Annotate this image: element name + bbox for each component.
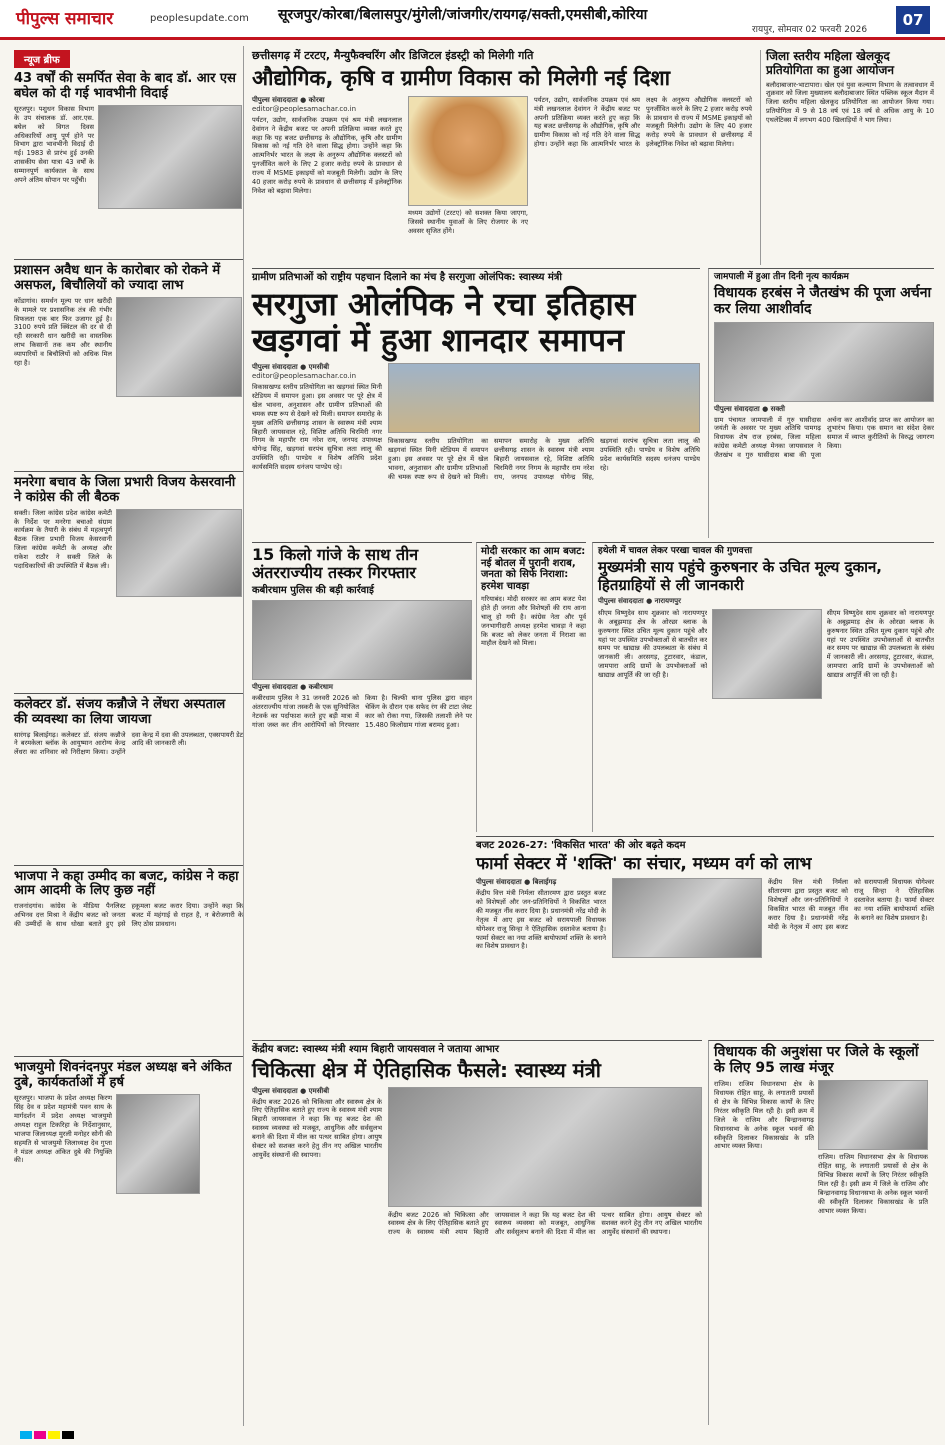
s6-photo [116, 1094, 200, 1194]
health-headline: चिकित्सा क्षेत्र में ऐतिहासिक फैसले: स्वास्थ्य मंत्री [252, 1057, 601, 1082]
s1-body: सूरजपुर। पशुधन विकास विभाग के उप संचालक डॉ. आर.एस. बघेल को विगत दिवस अधिकारियों आयु पूर्ण होने पर विभाग द्वारा भावभीनी विदाई दी गई। 1983 से प्रारंभ हुई उनकी शासकीय सेवा यात्रा 43 वर्षों के सम्मानपूर्ण कार्यकाल के साथ अपने अंतिम सोपान पर पहुँची। [14, 104, 94, 184]
newspaper-logo [16, 6, 113, 29]
sarguja-photo [388, 363, 700, 433]
ganja-subhead: कबीरधाम पुलिस की बड़ी कार्रवाई [252, 584, 374, 596]
health-photo [388, 1087, 702, 1207]
ganja-byline: पीपुल्स संवाददाता ● कबीरधाम [252, 683, 333, 692]
district-strip: सूरजपुर/कोरबा/बिलासपुर/मुंगेली/जांजगीर/रायगढ़/सक्ती,एमसीबी,कोरिया [278, 7, 648, 23]
site-url: peoplesupdate.com [150, 13, 249, 24]
ganja-story [252, 542, 472, 832]
ganja-body: कबीरधाम पुलिस ने 31 जनवरी 2026 को अंतरराज्यीय गांजा तस्करी के एक सुनियोजित नेटवर्क का पर्दाफाश करते हुए बड़ी मात्रा में गांजा जब्त कर तीन आरोपियों को गिरफ्तार किया है। चिल्फी थाना पुलिस द्वारा वाहन चेकिंग के दौरान एक सफेद रंग की टाटा जेस्ट कार को रोका गया, जिसकी तलाशी लेने पर 15.480 किलोग्राम गांजा बरामद हुआ। [252, 694, 472, 729]
ganja-headline: 15 किलो गांजे के साथ तीन अंतरराज्यीय तस्कर गिरफ्तार [252, 545, 419, 583]
pharma-story [476, 836, 934, 1036]
rice-headline: मुख्यमंत्री साय पहुंचे कुरुषनार के उचित मूल्य दुकान, हितग्राहियों से ली जानकारी [598, 558, 882, 594]
divider [14, 259, 243, 260]
women-sports-headline: जिला स्तरीय महिला खेलकूद प्रतियोगिता का हुआ आयोजन [766, 49, 895, 77]
s2-body: कोंडागांव। समर्थन मूल्य पर धान खरीदी के मामले पर प्रशासनिक तंत्र की गंभीर विफलता एक बार फिर उजागर हुई है। 3100 रुपये प्रति क्विंटल की दर से दी रही सरकारी धान खरीदी का वास्तविक लाभ किसानों तक कम और स्थानीय व्यापारियों व बिचौलियों को अधिक मिल रहा है। [14, 296, 112, 367]
rice-photo [712, 609, 821, 699]
registration-mark [48, 1431, 60, 1439]
health-body: केंद्रीय बजट 2026 को चिकित्सा और स्वास्थ्य क्षेत्र के लिए ऐतिहासिक बताते हुए राज्य के स्वास्थ्य मंत्री श्याम बिहारी जायसवाल ने कहा कि यह बजट देश की स्वास्थ्य व्यवस्था को मजबूत, आधुनिक और सर्वसुलभ बनाने की दिशा में मील का पत्थर साबित होगा। आयुष सेक्टर को सशक्त करने हेतु तीन नए अखिल भारतीय आयुर्वेद संस्थानों की स्थापना। [252, 1097, 382, 1159]
health-kicker: केंद्रीय बजट: स्वास्थ्य मंत्री श्याम बिहारी जायसवाल ने जताया आभार [252, 1044, 499, 1055]
logo-part-b: समाचार [65, 9, 114, 29]
registration-mark [20, 1431, 32, 1439]
left-column [14, 46, 244, 1426]
sarguja-headline-1: सरगुजा ओलंपिक ने रचा इतिहास [252, 284, 636, 323]
school-headline: विधायक की अनुशंसा पर जिले के स्कूलों के लिए 95 लाख मंजूर [714, 1044, 919, 1077]
top-headline: औद्योगिक, कृषि व ग्रामीण विकास को मिलेगी नई दिशा [252, 65, 671, 90]
logo-part-a: पीपुल्स [16, 9, 60, 29]
s2-photo [116, 297, 242, 397]
sarguja-body: विकासखण्ड स्तरीय प्रतियोगिता का खड़गवां स्थित मिनी स्टेडियम में समापन हुआ। इस अवसर पर पूरे क्षेत्र में खेल भावना, अनुशासन और ग्रामीण प्रतिभाओं की चमक स्पष्ट रूप से देखने को मिली। समापन समारोह के मुख्य अतिथि छत्तीसगढ़ शासन के स्वास्थ्य मंत्री श्याम बिहारी जायसवाल रहे, विशिष्ट अतिथि चिरमिरी नगर निगम के महापौर राम नरेश राय, जनपद उपाध्यक्ष योगेन्द्र सिंह, खड़गवां सरपंच सुचित्रा लता लालू की उपस्थिति रही। पाण्डेय व विशेष अतिथि प्रदेश कार्यसमिति सदस्य धनंजय पाण्डेय रहे। [252, 383, 382, 472]
divider [14, 693, 243, 694]
rice-byline: पीपुल्स संवाददाता ● नारायणपुर [598, 596, 681, 605]
health-byline: पीपुल्स संवाददाता ● एमसीबी [252, 1086, 330, 1095]
top-body-continued: पर्यटन, उद्योग, सार्वजनिक उपक्रम एवं श्रम मंत्री लखनलाल देवांगन ने केंद्रीय बजट पर अपनी प्रतिक्रिया व्यक्त करते हुए कहा कि यह बजट छत्तीसगढ़ के औद्योगिक, कृषि और ग्रामीण विकास को नई गति देने वाला सिद्ध होगा। उन्होंने कहा कि आत्मनिर्भर भारत के लक्ष्य के अनुरूप औद्योगिक क्लस्टरों को पुनर्जीवित करने के लिए 2 हजार करोड़ रुपये के प्रावधान से राज्य में MSME इकाइयों को मजबूती मिलेगी। उद्योग के लिए 40 हजार करोड़ रुपये के प्रावधान से छत्तीसगढ़ में इलेक्ट्रॉनिक निवेश को बढ़ावा मिलेगा। [534, 95, 752, 149]
school-body: राजिम। राजिम विधानसभा क्षेत्र के विधायक रोहित साहू, के लगातारी प्रयासों से क्षेत्र के विभिन्न विकास कार्यों के लिए निरंतर स्वीकृति मिल रही है। इसी क्रम में जिले के राजिम और बिन्द्रानवागढ़ विधानसभा के अनेक स्कूल भवनों की स्वीकृति दिलाकर विकासखंड के प्रति आभार व्यक्त किया। [714, 1080, 814, 1151]
minister-portrait [408, 96, 528, 206]
rice-body-continued: सीएम विष्णुदेव साय शुक्रवार को नारायणपुर के अबूझमाड़ क्षेत्र के ओरछा ब्लाक के कुरुषनार स्थित उचित मूल्य दुकान पहुंचे और यहां पर उपस्थित उपभोक्ताओं से बातचीत कर समय पर खाद्यान्न की उपलब्धता के संबंध में जानकारी ली। अरसगड़, टुटारवार, कंडाल, जामपारा आदि ग्रामों के उपभोक्ताओं को खाद्यान्न आपूर्ति की जा रही है। [826, 608, 935, 680]
s4-body: सारंगढ़ बिलाईगढ़। कलेक्टर डॉ. संजय कन्नौजे ने बरमकेला ब्लॉक के आयुष्मान आरोग्य केन्द्र लेंधरा का शनिवार को निरीक्षण किया। उन्होंने दवा केन्द्र में दवा की उपलब्धता, एक्सपायरी डेट आदि की जानकारी ली। [14, 730, 243, 757]
s1-headline: 43 वर्षों की समर्पित सेवा के बाद डॉ. आर एस बघेल को दी गई भावभीनी विदाई [14, 71, 236, 101]
pharma-byline: पीपुल्स संवाददाता ● बिलाईगढ़ [476, 878, 557, 887]
s6-body: सूरजपुर। भाजपा के प्रदेश अध्यक्ष किरण सिंह देव व प्रदेश महामंत्री पवन साय के मार्गदर्शन में प्रदेश अध्यक्ष भाजयुमो अध्यक्ष राहुल टिकरिहा के निर्देशानुसार, भाजपा जिलाध्यक्ष मुरली मनोहर सोनी की सहमति से भाजयुमो जिलाध्यक्ष देव गुप्ता ने मंडल अध्यक्ष अंकित दुबे की नियुक्ति की। [14, 1094, 112, 1165]
school-story [708, 1040, 934, 1425]
sarguja-kicker: ग्रामीण प्रतिभाओं को राष्ट्रीय पहचान दिलाने का मंच है सरगुजा ओलंपिक: स्वास्थ्य मंत्री [252, 272, 562, 283]
pharma-body-continued: केंद्रीय वित्त मंत्री निर्मला सीतारमण द्वारा प्रस्तुत बजट को विशेषज्ञों और जन-प्रतिनिधियों ने विकसित भारत की मजबूत नींव करार दिया है। प्रधानमंत्री नरेंद्र मोदी के नेतृत्व में आए इस बजट को सरायपाली विधायक योगेश्वर राजू सिन्हा ने ऐतिहासिक दस्तावेज बताया है। फार्मा सेक्टर का नया शक्ति बायोफार्मा शक्ति के बनाने का विशेष प्रावधान है। [768, 878, 934, 931]
harbans-photo [714, 322, 934, 402]
top-kicker: छत्तीसगढ़ में टरटए, मैन्युफैक्चरिंग और डिजिटल इंडस्ट्री को मिलेगी गति [252, 49, 534, 62]
top-story [252, 50, 752, 265]
sarguja-body-continued: विकासखण्ड स्तरीय प्रतियोगिता का खड़गवां स्थित मिनी स्टेडियम में समापन हुआ। इस अवसर पर पूरे क्षेत्र में खेल भावना, अनुशासन और ग्रामीण प्रतिभाओं की चमक स्पष्ट रूप से देखने को मिली। समापन समारोह के मुख्य अतिथि छत्तीसगढ़ शासन के स्वास्थ्य मंत्री श्याम बिहारी जायसवाल रहे, विशिष्ट अतिथि चिरमिरी नगर निगम के महापौर राम नरेश राय, जनपद उपाध्यक्ष योगेन्द्र सिंह, खड़गवां सरपंच सुचित्रा लता लालू की उपस्थिति रही। पाण्डेय व विशेष अतिथि प्रदेश कार्यसमिति सदस्य धनंजय पाण्डेय रहे। [388, 437, 700, 481]
harbans-byline: पीपुल्स संवाददाता ● सक्ती [714, 404, 785, 413]
s1-photo [98, 105, 242, 209]
school-body-continued: राजिम। राजिम विधानसभा क्षेत्र के विधायक रोहित साहू, के लगातारी प्रयासों से क्षेत्र के विभिन्न विकास कार्यों के लिए निरंतर स्वीकृति मिल रही है। इसी क्रम में जिले के राजिम और बिन्द्रानवागढ़ विधानसभा के अनेक स्कूल भवनों की स्वीकृति दिलाकर विकासखंड के प्रति आभार व्यक्त किया। [818, 1153, 928, 1215]
women-sports-story [760, 50, 934, 265]
budget-reaction-body: गरियाबंद। मोदी सरकार का आम बजट पेश होते ही जनता और विशेषज्ञों की राय आना चालू हो गयी है। कांग्रेस नेता और पूर्व जनभागीदारी अध्यक्ष हरमेश चावड़ा ने कहा कि बजट को लेकर जनता में निराशा का माहौल देखने को मिला। [481, 595, 586, 648]
top-body: पर्यटन, उद्योग, सार्वजनिक उपक्रम एवं श्रम मंत्री लखनलाल देवांगन ने केंद्रीय बजट पर अपनी प्रतिक्रिया व्यक्त करते हुए कहा कि यह बजट छत्तीसगढ़ के औद्योगिक, कृषि और ग्रामीण विकास को नई गति देने वाला सिद्ध होगा। उन्होंने कहा कि आत्मनिर्भर भारत के लक्ष्य के अनुरूप औद्योगिक क्लस्टरों को पुनर्जीवित करने के लिए 2 हजार करोड़ रुपये के प्रावधान से राज्य में MSME इकाइयों को मजबूती मिलेगी। उद्योग के लिए 40 हजार करोड़ रुपये के प्रावधान से छत्तीसगढ़ में इलेक्ट्रॉनिक निवेश को बढ़ावा मिलेगा। [252, 115, 402, 195]
rice-story [592, 542, 934, 832]
budget-reaction-headline: मोदी सरकार का आम बजट: नई बोतल में पुरानी शराब, जनता को सिर्फ निराशा: हरमेश चावड़ा [481, 546, 586, 592]
women-sports-body: बलौदाबाजार-भाटापारा। खेल एवं युवा कल्याण विभाग के तत्वावधान में शुक्रवार को जिला मुख्यालय बलौदाबाजार स्थित पब्लिक स्कूल मैदान में जिला स्तरीय महिला खेलकूद प्रतियोगिता का आयोजन किया गया। प्रतियोगिता में 9 से 18 वर्ष एवं 18 वर्ष से अधिक आयु के 10 एथलेटिक्स में लगभग 400 खिलाड़ियों ने भाग लिया। [766, 80, 934, 125]
registration-mark [34, 1431, 46, 1439]
ganja-photo [252, 600, 472, 680]
s3-headline: मनरेगा बचाव के जिला प्रभारी विजय केसरवानी ने कांग्रेस की ली बैठक [14, 474, 236, 505]
divider [14, 1056, 243, 1057]
divider [14, 865, 243, 866]
divider [14, 471, 243, 472]
s3-body: सक्ती। जिला कांग्रेस प्रदेश कांग्रेस कमेटी के निर्देश पर मनरेगा बचाओ संग्राम कार्यक्रम के तैयारी के संबंध में महत्वपूर्ण बैठक जिला प्रभारी विजय केसरवानी जिला कांग्रेस कमेटी के अध्यक्ष और राकेश राठौर ने सक्ती जिले के पदाधिकारियों की उपस्थिति में बैठक ली। [14, 508, 112, 570]
sarguja-story [252, 268, 700, 538]
registration-mark [62, 1431, 74, 1439]
harbans-headline: विधायक हरबंस ने जैतखंभ की पूजा अर्चना कर लिया आशीर्वाद [714, 285, 932, 318]
harbans-story [708, 268, 934, 538]
page-number: 07 [896, 6, 930, 34]
s3-photo [116, 509, 242, 597]
sarguja-email: editor@peoplesamachar.co.in [252, 372, 357, 381]
news-brief-tag: न्यूज ब्रीफ [14, 50, 70, 68]
sarguja-byline: पीपुल्स संवाददाता ● एमसीबी [252, 363, 330, 372]
health-body-continued: केंद्रीय बजट 2026 को चिकित्सा और स्वास्थ्य क्षेत्र के लिए ऐतिहासिक बताते हुए राज्य के स्वास्थ्य मंत्री श्याम बिहारी जायसवाल ने कहा कि यह बजट देश की स्वास्थ्य व्यवस्था को मजबूत, आधुनिक और सर्वसुलभ बनाने की दिशा में मील का पत्थर साबित होगा। आयुष सेक्टर को सशक्त करने हेतु तीन नए अखिल भारतीय आयुर्वेद संस्थानों की स्थापना। [388, 1210, 702, 1237]
budget-reaction-story [476, 542, 586, 832]
top-byline: पीपुल्स संवाददाता ● कोरबा [252, 95, 325, 104]
s5-body: राजनांदगांव। कांग्रेस के मीडिया पैनलिस्ट अभिनव दत्त मिश्रा ने केंद्रीय बजट को जनता की उम्मीदों के साथ धोखा बताते हुए इसे हकूमला बजट करार दिया। उन्होंने कहा कि बजट में महंगाई से राहत है, न बेरोजगारी के लिए ठोस प्रावधान। [14, 902, 243, 929]
rice-body: सीएम विष्णुदेव साय शुक्रवार को नारायणपुर के अबूझमाड़ क्षेत्र के ओरछा ब्लाक के कुरुषनार स्थित उचित मूल्य दुकान पहुंचे और यहां पर उपस्थित उपभोक्ताओं से बातचीत कर समय पर खाद्यान्न की उपलब्धता के संबंध में जानकारी ली। अरसगड़, टुटारवार, कंडाल, जामपारा आदि ग्रामों के उपभोक्ताओं को खाद्यान्न आपूर्ति की जा रही है। [598, 608, 708, 680]
s5-headline: भाजपा ने कहा उम्मीद का बजट, कांग्रेस ने कहा आम आदमी के लिए कुछ नहीं [14, 868, 239, 899]
pharma-photo [612, 878, 762, 958]
edition-date: रायपुर, सोमवार 02 फरवरी 2026 [752, 25, 868, 35]
harbans-body: ग्राम पंचायत जामपाली में गुरु घासीदास जयंती के अवसर पर मुख्य अतिथि पामगढ़ विधायक शेष राज हरबंस, जिला महिला कांग्रेस कमेटी अध्यक्ष मेनका जायसवाल ने जैतखंभ व गुरु घासीदास बाबा की पूजा अर्चना कर आशीर्वाद प्राप्त कर आयोजन का शुभारंभ किया। एक समान का संदेश देकर समाज में व्याप्त कुरीतियों के विरुद्ध जागरण किया। [714, 415, 934, 460]
s6-headline: भाजयुमो शिवनंदनपुर मंडल अध्यक्ष बने अंकित दुबे, कार्यकर्ताओं में हर्ष [14, 1060, 232, 1091]
harbans-kicker: जामपाली में हुआ तीन दिनी नृत्य कार्यक्रम [714, 272, 849, 282]
health-story [252, 1040, 702, 1425]
s2-headline: प्रशासन अवैध धान के कारोबार को रोकने में असफल, बिचौलियों को ज्यादा लाभ [14, 262, 221, 293]
top-email: editor@peoplesamachar.co.in [252, 104, 357, 113]
school-photo [818, 1080, 928, 1150]
sarguja-headline-2: खड़गवां में हुआ शानदार समापन [252, 321, 624, 360]
pharma-body: केंद्रीय वित्त मंत्री निर्मला सीतारमण द्वारा प्रस्तुत बजट को विशेषज्ञों और जन-प्रतिनिधियों ने विकसित भारत की मजबूत नींव करार दिया है। प्रधानमंत्री नरेंद्र मोदी के नेतृत्व में आए इस बजट को सरायपाली विधायक योगेश्वर राजू सिन्हा ने ऐतिहासिक दस्तावेज बताया है। फार्मा सेक्टर का नया शक्ति बायोफार्मा शक्ति के बनाने का विशेष प्रावधान है। [476, 889, 606, 951]
top-caption: मध्यम उद्योगों (टरटए) को सशक्त किया जाएगा, जिससे स्थानीय युवाओं के लिए रोजगार के नए अवसर सृजित होंगे। [408, 208, 528, 235]
pharma-kicker: बजट 2026-27: 'विकसित भारत' की ओर बढ़ते कदम [476, 840, 686, 851]
s4-headline: कलेक्टर डॉ. संजय कन्नौजे ने लेंधरा अस्पताल की व्यवस्था का लिया जायजा [14, 696, 226, 727]
pharma-headline: फार्मा सेक्टर में 'शक्ति' का संचार, मध्यम वर्ग को लाभ [476, 853, 812, 874]
rice-kicker: हथेली में चावल लेकर परखा चावल की गुणवत्ता [598, 546, 753, 556]
